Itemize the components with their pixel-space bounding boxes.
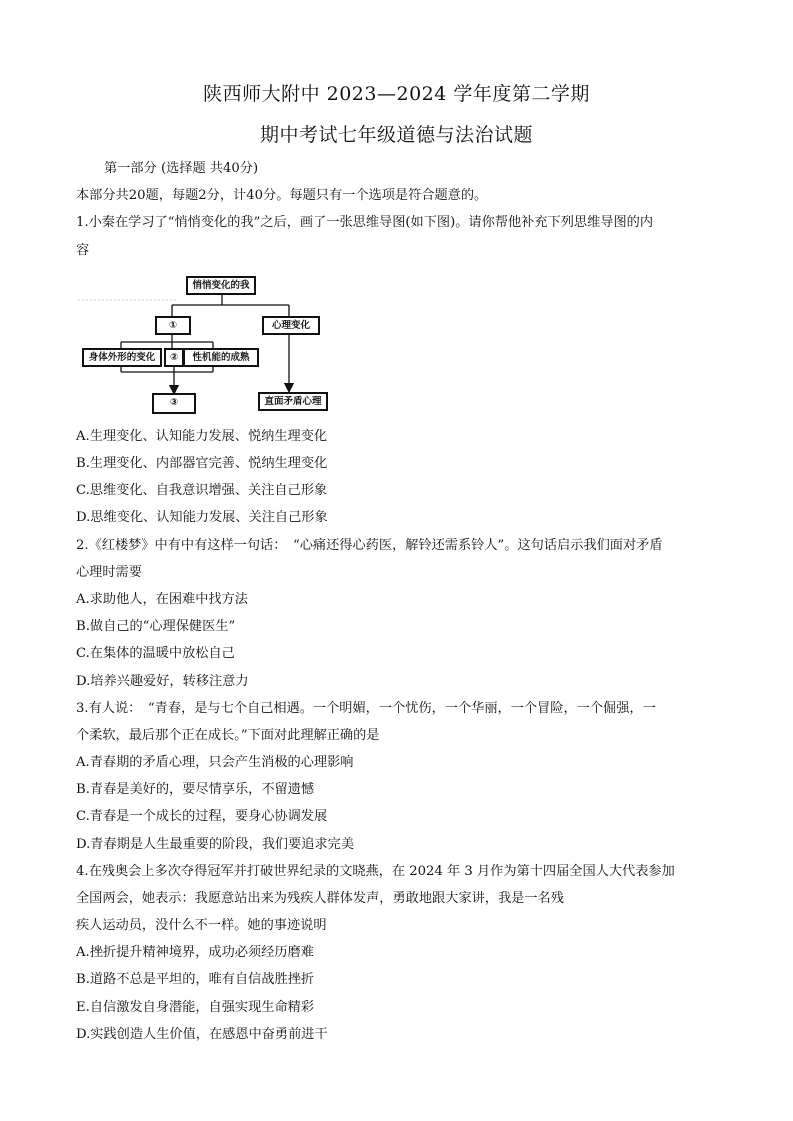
- q1-option-a: A.生理变化、认知能力发展、悦纳生理变化: [76, 429, 328, 444]
- q2-stem-line1: 2.《红楼梦》中有中有这样一句话： “心痛还得心药医，解铃还需系铃人”。这句话启示我们面对矛盾: [76, 538, 663, 553]
- node-2: ②: [164, 348, 184, 367]
- section-instructions: 本部分共20题，每题2分，计40分。每题只有一个选项是符合题意的。: [76, 188, 488, 203]
- exam-title: 陕西师大附中 2023—2024 学年度第二学期: [203, 83, 590, 105]
- node-sex-maturity: 性机能的成熟: [183, 348, 259, 367]
- q3-option-d: D.青春期是人生最重要的阶段，我们要追求完美: [76, 837, 355, 852]
- q1-stem-line1: 1.小秦在学习了“悄悄变化的我”之后，画了一张思维导图(如下图)。请你帮他补充下列思维导图的内: [76, 215, 654, 230]
- q3-stem-line2: 个柔软，最后那个正在成长。”下面对此理解正确的是: [76, 728, 380, 743]
- q1-option-d: D.思维变化、认知能力发展、关注自己形象: [76, 510, 328, 525]
- q4-option-b: B.道路不总是平坦的，唯有自信战胜挫折: [76, 972, 315, 987]
- node-face-conflict: 直面矛盾心理: [258, 392, 328, 411]
- q3-stem-line1: 3.有人说： “青春，是与七个自己相遇。一个明媚，一个忧伤，一个华丽，一个冒险，一个倔强，一: [76, 701, 656, 716]
- q2-option-c: C.在集体的温暖中放松自己: [76, 646, 235, 661]
- q1-option-c: C.思维变化、自我意识增强、关注自己形象: [76, 483, 328, 498]
- q3-option-c: C.青春是一个成长的过程，要身心协调发展: [76, 809, 328, 824]
- q2-option-d: D.培养兴趣爱好，转移注意力: [76, 674, 249, 689]
- q3-option-a: A.青春期的矛盾心理，只会产生消极的心理影响: [76, 755, 354, 770]
- q1-stem-line2: 容: [76, 243, 90, 258]
- node-root: 悄悄变化的我: [186, 276, 256, 295]
- node-psych-change: 心理变化: [262, 316, 320, 335]
- q4-option-a: A.挫折提升精神境界，成功必须经历磨难: [76, 945, 314, 960]
- q1-option-b: B.生理变化、内部器官完善、悦纳生理变化: [76, 456, 328, 471]
- q4-stem-line1: 4.在残奥会上多次夺得冠军并打破世界纪录的文晓燕，在 2024 年 3 月作为第十四届全国人大代表参加: [76, 864, 675, 879]
- q2-option-b: B.做自己的“心理保健医生”: [76, 619, 236, 634]
- q2-stem-line2: 心理时需要: [76, 565, 142, 580]
- q2-option-a: A.求助他人，在困难中找方法: [76, 592, 248, 607]
- node-body-change: 身体外形的变化: [82, 348, 162, 367]
- q4-option-d: D.实践创造人生价值，在感恩中奋勇前进干: [76, 1027, 328, 1042]
- exam-subtitle: 期中考试七年级道德与法治试题: [259, 124, 533, 146]
- q4-stem-line2: 全国两会，她表示：我愿意站出来为残疾人群体发声，勇敢地跟大家讲，我是一名残: [76, 891, 564, 906]
- section-heading: 第一部分 (选择题 共40分): [104, 161, 259, 176]
- q4-stem-line3: 疾人运动员，没什么不一样。她的事迹说明: [76, 918, 327, 933]
- node-1: ①: [155, 316, 191, 335]
- node-3: ③: [152, 393, 196, 414]
- mind-map-diagram: [78, 272, 348, 422]
- q4-option-c: E.自信激发自身潜能，自强实现生命精彩: [76, 1000, 315, 1015]
- q3-option-b: B.青春是美好的，要尽情享乐，不留遗憾: [76, 782, 315, 797]
